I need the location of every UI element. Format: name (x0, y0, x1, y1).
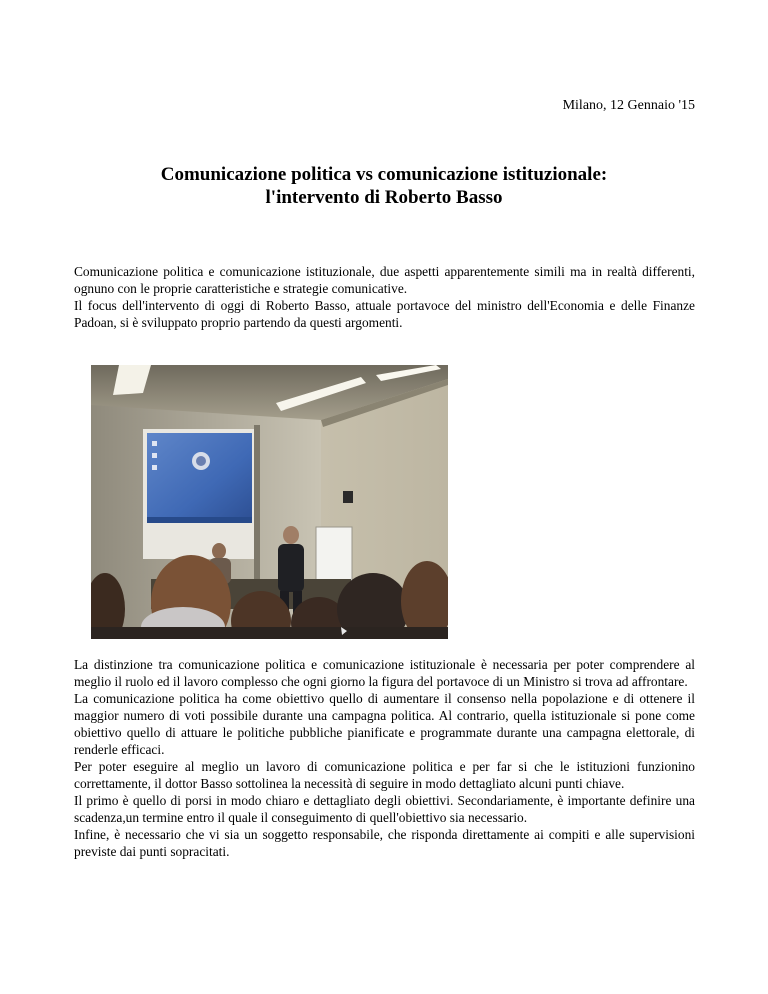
article-title-line-2: l'intervento di Roberto Basso (265, 187, 503, 208)
body-paragraph: Il primo è quello di porsi in modo chiaro e dettagliato degli obiettivi. Secondariamente, è importante definire una scadenza,un termine entro il quale il conseguimento di quell'obiettivo sia necessario. (74, 793, 695, 825)
lecture-photo-image (91, 365, 448, 639)
article-title-line-1: Comunicazione politica vs comunicazione istituzionale: (160, 164, 608, 185)
intro-text (74, 263, 695, 331)
article-title (0, 163, 768, 209)
intro-paragraph: Comunicazione politica e comunicazione istituzionale, due aspetti apparentemente simili ma in realtà differenti, ognuno con le proprie caratteristiche e strategie comunicative. (74, 264, 695, 296)
dateline: Milano, 12 Gennaio '15 (562, 98, 695, 113)
intro-paragraph: Il focus dell'intervento di oggi di Roberto Basso, attuale portavoce del ministro dell'Economia e delle Finanze Padoan, si è sviluppato proprio partendo da questi argomenti. (74, 298, 695, 330)
body-paragraph: Per poter eseguire al meglio un lavoro di comunicazione politica e per far si che le istituzioni funzionino correttamente, il dottor Basso sottolinea la necessità di seguire in modo dettagliato alcuni punti chiave. (74, 759, 695, 791)
article-body (74, 656, 695, 860)
body-paragraph: La comunicazione politica ha come obiettivo quello di aumentare il consenso nella popolazione e di ottenere il maggior numero di voti possibile durante una campagna politica. Al contrario, quella istituzionale si pone come obiettivo quello di attuare le politiche pubbliche pianificate e programmate durante una campagna elettorale, di renderle efficaci. (74, 691, 695, 757)
body-paragraph: La distinzione tra comunicazione politica e comunicazione istituzionale è necessaria per poter comprendere al meglio il ruolo ed il lavoro complesso che ogni giorno la figura del portavoce di un Ministro si trova ad affrontare. (74, 657, 695, 689)
body-paragraph: Infine, è necessario che vi sia un soggetto responsabile, che risponda direttamente ai compiti e alle supervisioni previste dai punti sopracitati. (74, 827, 695, 859)
lecture-photo (91, 365, 448, 639)
